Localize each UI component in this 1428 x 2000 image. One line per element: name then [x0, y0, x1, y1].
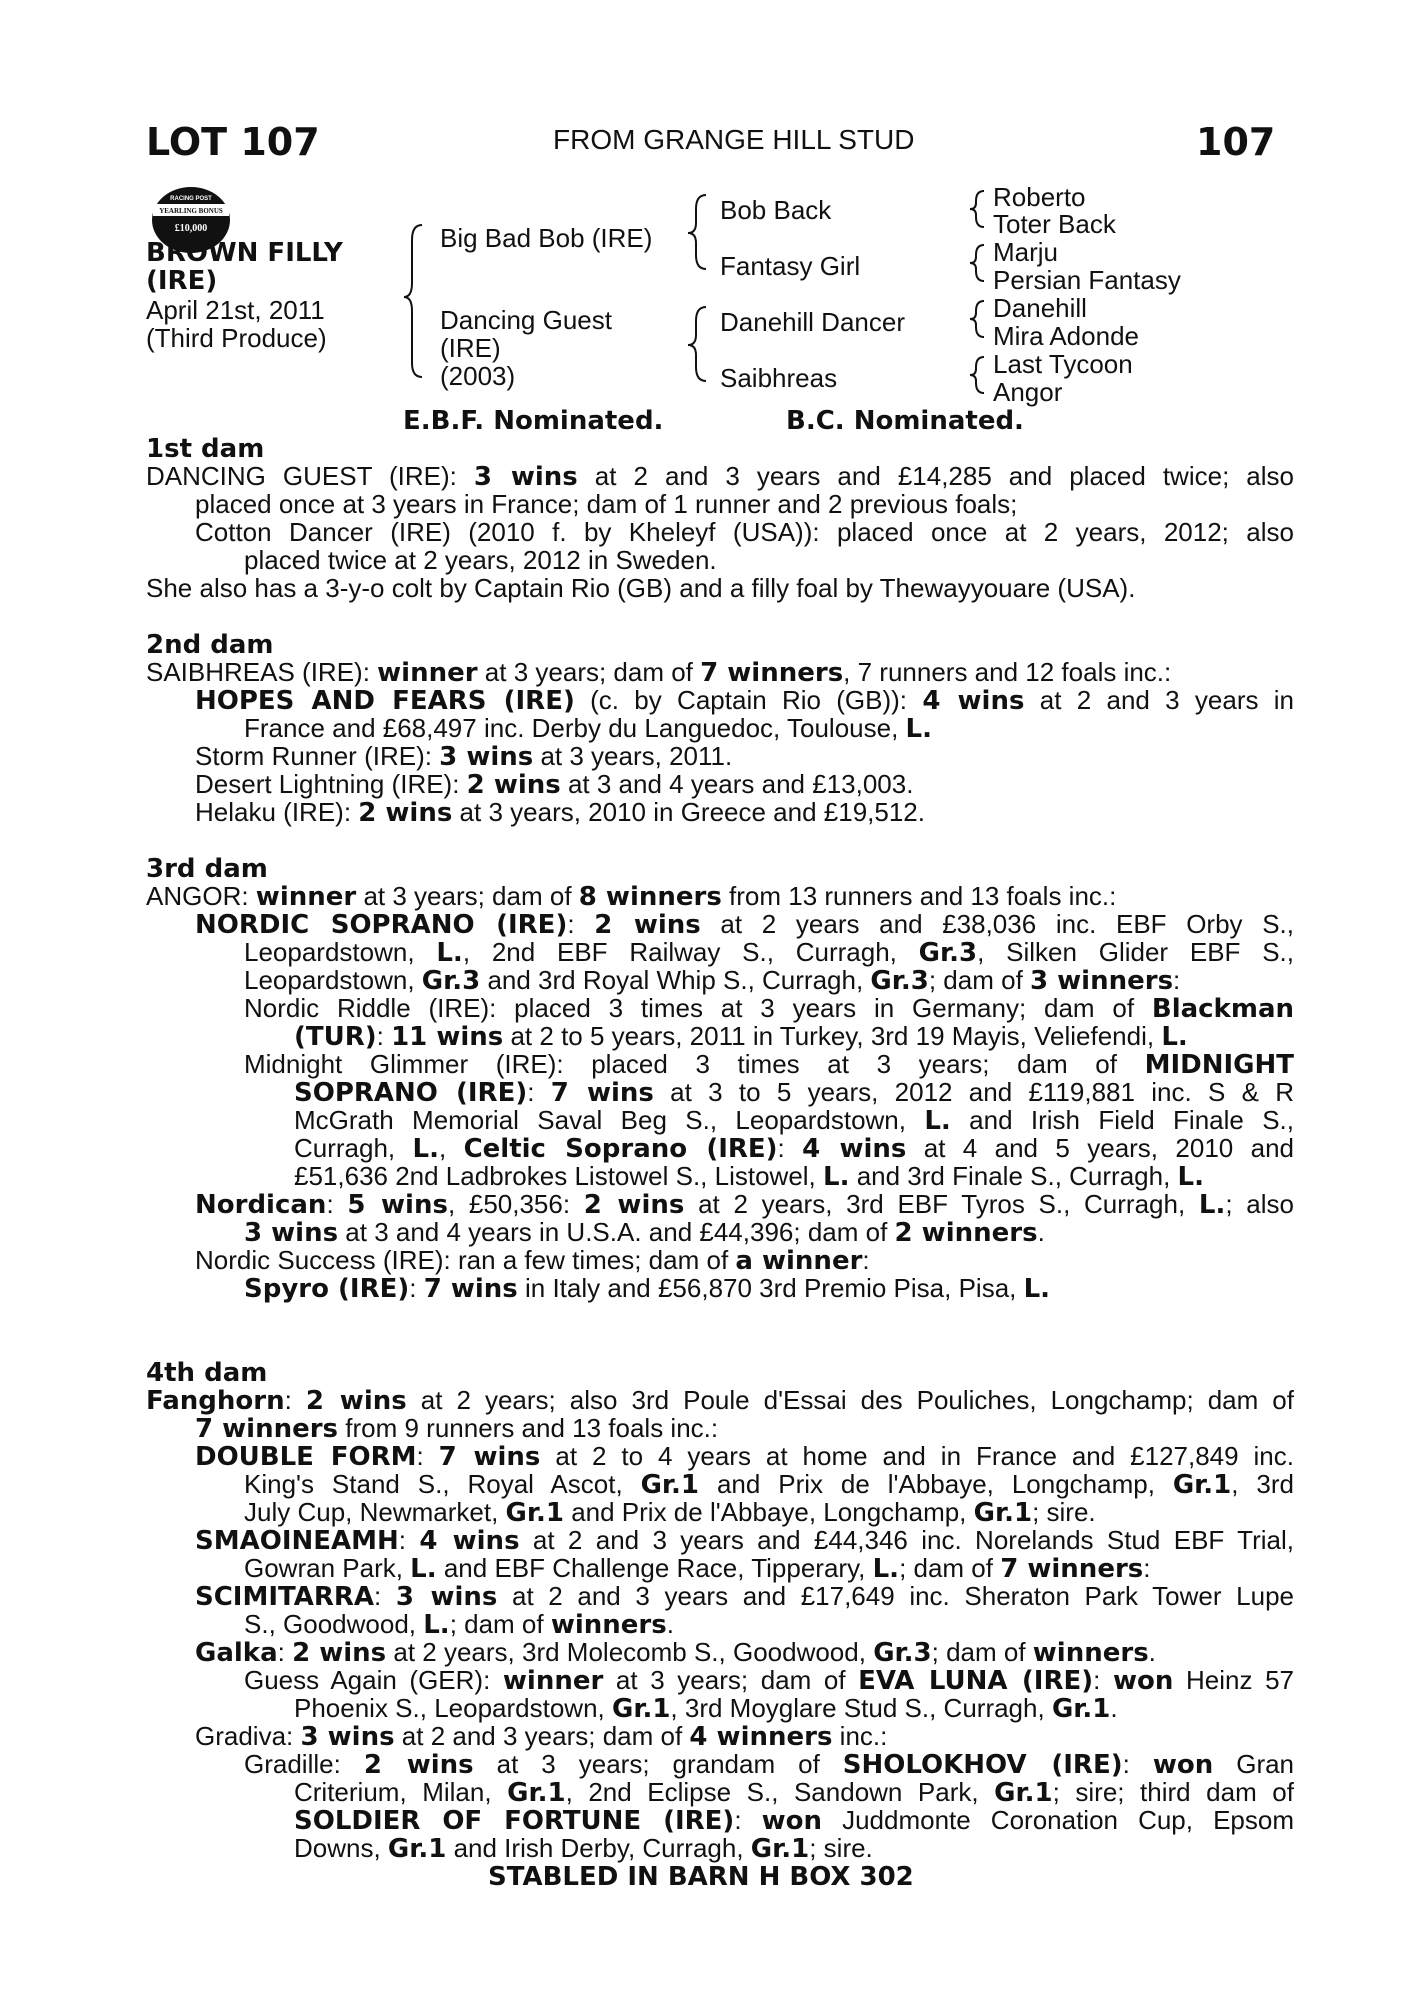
pedigree-dsd: Mira Adonde [993, 321, 1139, 351]
dam-entry: NORDIC SOPRANO (IRE): 2 wins at 2 years and £38,036 inc. EBF Orby S., [195, 909, 1295, 940]
dam-entry: (TUR): 11 wins at 2 to 5 years, 2011 in Turkey, 3rd 19 Mayis, Veliefendi, L. [294, 1021, 1188, 1052]
stabling-info: STABLED IN BARN H BOX 302 [488, 1862, 914, 1892]
dam-entry: Nordic Success (IRE): ran a few times; dam of a winner: [195, 1245, 870, 1276]
dam-entry: Leopardstown, Gr.3 and 3rd Royal Whip S., Curragh, Gr.3; dam of 3 winners: [244, 965, 1181, 996]
horse-sex-color: BROWN FILLY [146, 238, 343, 268]
dam-entry: She also has a 3-y-o colt by Captain Rio (GB) and a filly foal by Thewayyouare (USA). [146, 573, 1136, 603]
dam-entry: placed once at 3 years in France; dam of 1 runner and 2 previous foals; [195, 489, 1018, 519]
consignor: FROM GRANGE HILL STUD [553, 124, 915, 155]
dam-of-dam: Saibhreas [720, 363, 838, 393]
logo-amount: £10,000 [174, 223, 208, 234]
dam-entry: S., Goodwood, L.; dam of winners. [244, 1609, 674, 1640]
dam-entry: HOPES AND FEARS (IRE) (c. by Captain Rio (GB)): 4 wins at 2 and 3 years in [195, 685, 1295, 716]
section-heading: 4th dam [146, 1358, 268, 1388]
dam-entry: Curragh, L., Celtic Soprano (IRE): 4 wins at 4 and 5 years, 2010 and [294, 1133, 1294, 1164]
dam-entry: SAIBHREAS (IRE): winner at 3 years; dam of 7 winners, 7 runners and 12 foals inc.: [146, 657, 1172, 688]
dam-entry: 3 wins at 3 and 4 years in U.S.A. and £44,396; dam of 2 winners. [244, 1217, 1045, 1248]
dam-entry: SCIMITARRA: 3 wins at 2 and 3 years and £17,649 inc. Sheraton Park Tower Lupe [195, 1581, 1294, 1612]
dam-entry: McGrath Memorial Saval Beg S., Leopardstown, L. and Irish Field Finale S., [294, 1105, 1294, 1136]
dam-entry: Midnight Glimmer (IRE): placed 3 times at 3 years; dam of MIDNIGHT [244, 1049, 1294, 1080]
dam-entry: Gradille: 2 wins at 3 years; grandam of SHOLOKHOV (IRE): won Gran [244, 1749, 1295, 1780]
pedigree-sds: Marju [993, 237, 1059, 267]
dam-entry: Galka: 2 wins at 2 years, 3rd Molecomb S., Goodwood, Gr.3; dam of winners. [195, 1637, 1156, 1668]
pedigree-ddd: Angor [993, 377, 1063, 407]
dam-entry: King's Stand S., Royal Ascot, Gr.1 and Prix de l'Abbaye, Longchamp, Gr.1, 3rd [244, 1469, 1294, 1500]
dam-entry: Cotton Dancer (IRE) (2010 f. by Kheleyf (USA)): placed once at 2 years, 2012; also [195, 517, 1294, 547]
dam-entry: France and £68,497 inc. Derby du Languedoc, Toulouse, L. [244, 713, 932, 744]
dam-entry: 7 winners from 9 runners and 13 foals inc.: [195, 1413, 719, 1444]
logo-band-text: YEARLING BONUS [159, 207, 223, 215]
dam-entry: SOPRANO (IRE): 7 wins at 3 to 5 years, 2012 and £119,881 inc. S & R [294, 1077, 1295, 1108]
horse-country: (IRE) [146, 266, 218, 296]
dam-entry: Nordic Riddle (IRE): placed 3 times at 3 years in Germany; dam of Blackman [244, 993, 1294, 1024]
dam-entry: July Cup, Newmarket, Gr.1 and Prix de l'Abbaye, Longchamp, Gr.1; sire. [244, 1497, 1096, 1528]
dam-entry: Criterium, Milan, Gr.1, 2nd Eclipse S., Sandown Park, Gr.1; sire; third dam of [294, 1777, 1294, 1808]
dam-entry: ANGOR: winner at 3 years; dam of 8 winners from 13 runners and 13 foals inc.: [146, 881, 1117, 912]
pedigree-sdd: Persian Fantasy [993, 265, 1181, 295]
dam-entry: Downs, Gr.1 and Irish Derby, Curragh, Gr.1; sire. [294, 1833, 873, 1864]
dam-line-2: (IRE) [440, 333, 501, 363]
dam-entry: Desert Lightning (IRE): 2 wins at 3 and 4 years and £13,003. [195, 769, 914, 800]
dam-entry: placed twice at 2 years, 2012 in Sweden. [244, 545, 717, 575]
dam-entry: Nordican: 5 wins, £50,356: 2 wins at 2 years, 3rd EBF Tyros S., Curragh, L.; also [195, 1189, 1294, 1220]
dam-entry: Phoenix S., Leopardstown, Gr.1, 3rd Moyglare Stud S., Curragh, Gr.1. [294, 1693, 1118, 1724]
sire-of-dam: Danehill Dancer [720, 307, 905, 337]
foaling-date: April 21st, 2011 [146, 295, 325, 325]
dam-entry: Leopardstown, L., 2nd EBF Railway S., Curragh, Gr.3, Silken Glider EBF S., [244, 937, 1294, 968]
dam-entry: £51,636 2nd Ladbrokes Listowel S., Listowel, L. and 3rd Finale S., Curragh, L. [294, 1161, 1204, 1192]
dam-entry: Helaku (IRE): 2 wins at 3 years, 2010 in Greece and £19,512. [195, 797, 925, 828]
pedigree-sss: Roberto [993, 182, 1086, 212]
dam-entry: SOLDIER OF FORTUNE (IRE): won Juddmonte Coronation Cup, Epsom [294, 1805, 1294, 1836]
dam-entry: DOUBLE FORM: 7 wins at 2 to 4 years at home and in France and £127,849 inc. [195, 1441, 1294, 1472]
dam-entry: Guess Again (GER): winner at 3 years; dam of EVA LUNA (IRE): won Heinz 57 [244, 1665, 1294, 1696]
dam-entry: DANCING GUEST (IRE): 3 wins at 2 and 3 years and £14,285 and placed twice; also [146, 461, 1295, 492]
lot-number: 107 [1196, 120, 1276, 164]
pedigree-dss: Danehill [993, 293, 1087, 323]
section-heading: 3rd dam [146, 854, 268, 884]
dam-entry: Spyro (IRE): 7 wins in Italy and £56,870 3rd Premio Pisa, Pisa, L. [244, 1273, 1051, 1304]
sire: Big Bad Bob (IRE) [440, 223, 653, 253]
ebf-nominated: E.B.F. Nominated. [403, 406, 664, 436]
dam-entry: Fanghorn: 2 wins at 2 years; also 3rd Poule d'Essai des Pouliches, Longchamp; dam of [146, 1385, 1294, 1416]
dam-line-1: Dancing Guest [440, 305, 612, 335]
dam-entry: Storm Runner (IRE): 3 wins at 3 years, 2011. [195, 741, 733, 772]
dam-of-sire: Fantasy Girl [720, 251, 861, 281]
sire-of-sire: Bob Back [720, 195, 832, 225]
pedigree-ssd: Toter Back [993, 209, 1116, 239]
dam-entry: SMAOINEAMH: 4 wins at 2 and 3 years and £44,346 inc. Norelands Stud EBF Trial, [195, 1525, 1294, 1556]
pedigree-dds: Last Tycoon [993, 349, 1133, 379]
dam-entry: Gradiva: 3 wins at 2 and 3 years; dam of 4 winners inc.: [195, 1721, 888, 1752]
section-heading: 1st dam [146, 434, 265, 464]
produce: (Third Produce) [146, 323, 327, 353]
dam-entry: Gowran Park, L. and EBF Challenge Race, Tipperary, L.; dam of 7 winners: [244, 1553, 1151, 1584]
logo-top-text: RACING POST [170, 196, 212, 202]
bc-nominated: B.C. Nominated. [786, 406, 1024, 436]
dam-line-3: (2003) [440, 361, 516, 391]
lot-label: LOT 107 [146, 120, 320, 164]
section-heading: 2nd dam [146, 630, 274, 660]
